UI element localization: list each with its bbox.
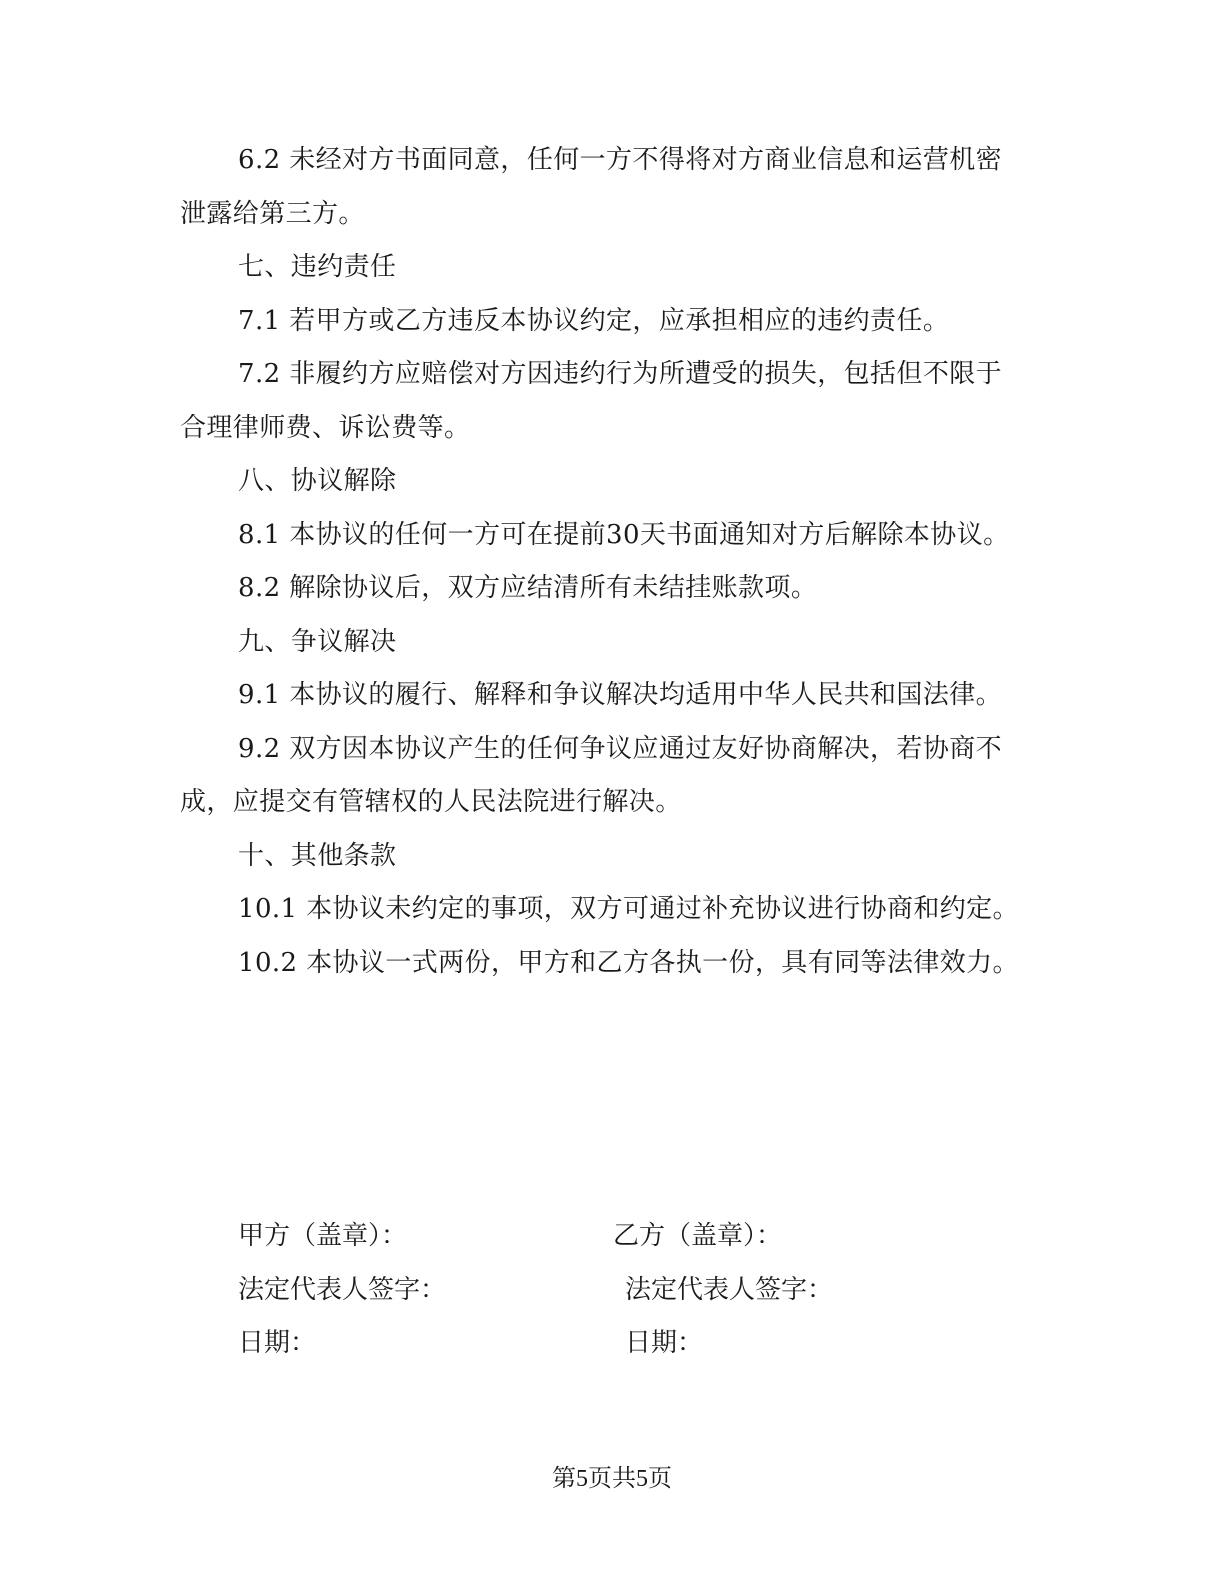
section-heading-7: 七、违约责任 — [238, 252, 397, 282]
party-a-seal-label: 甲方（盖章）： — [238, 1221, 408, 1251]
party-a-representative-label: 法定代表人签字： — [238, 1274, 447, 1305]
party-b-date-label: 日期： — [625, 1328, 704, 1358]
clause-9-1: 9.1 本协议的履行、解释和争议解决均适用中华人民共和国法律。 — [238, 680, 1003, 710]
party-b-representative-label: 法定代表人签字： — [625, 1274, 834, 1305]
clause-7-2: 7.2 非履约方应赔偿对方因违约行为所遭受的损失，包括但不限于合理律师费、诉讼费等。 — [180, 359, 1003, 443]
section-heading-10: 十、其他条款 — [238, 840, 397, 871]
seal-row — [238, 1210, 1018, 1264]
clause-9-2: 9.2 双方因本协议产生的任何争议应通过友好协商解决，若协商不成，应提交有管辖权的人民法院进行解决。 — [180, 733, 1003, 817]
page-number-footer: 第5页共5页 — [552, 1466, 672, 1492]
party-b-seal-label: 乙方（盖章）： — [613, 1221, 783, 1251]
representative-row — [238, 1264, 1018, 1318]
date-row — [238, 1317, 1018, 1371]
clause-8-1: 8.1 本协议的任何一方可在提前30天书面通知对方后解除本协议。 — [238, 519, 1010, 550]
party-a-date-label: 日期： — [238, 1328, 317, 1358]
clause-10-2: 10.2 本协议一式两份，甲方和乙方各执一份，具有同等法律效力。 — [238, 947, 1019, 978]
section-heading-8: 八、协议解除 — [238, 466, 397, 496]
signature-block — [238, 1210, 1018, 1371]
clause-6-2: 6.2 未经对方书面同意，任何一方不得将对方商业信息和运营机密泄露给第三方。 — [180, 145, 1003, 229]
section-heading-9: 九、争议解决 — [238, 626, 397, 657]
clause-10-1: 10.1 本协议未约定的事项，双方可通过补充协议进行协商和约定。 — [238, 894, 1019, 924]
document-body — [180, 134, 1020, 990]
clause-8-2: 8.2 解除协议后，双方应结清所有未结挂账款项。 — [238, 573, 818, 603]
clause-7-1: 7.1 若甲方或乙方违反本协议约定，应承担相应的违约责任。 — [238, 305, 950, 336]
